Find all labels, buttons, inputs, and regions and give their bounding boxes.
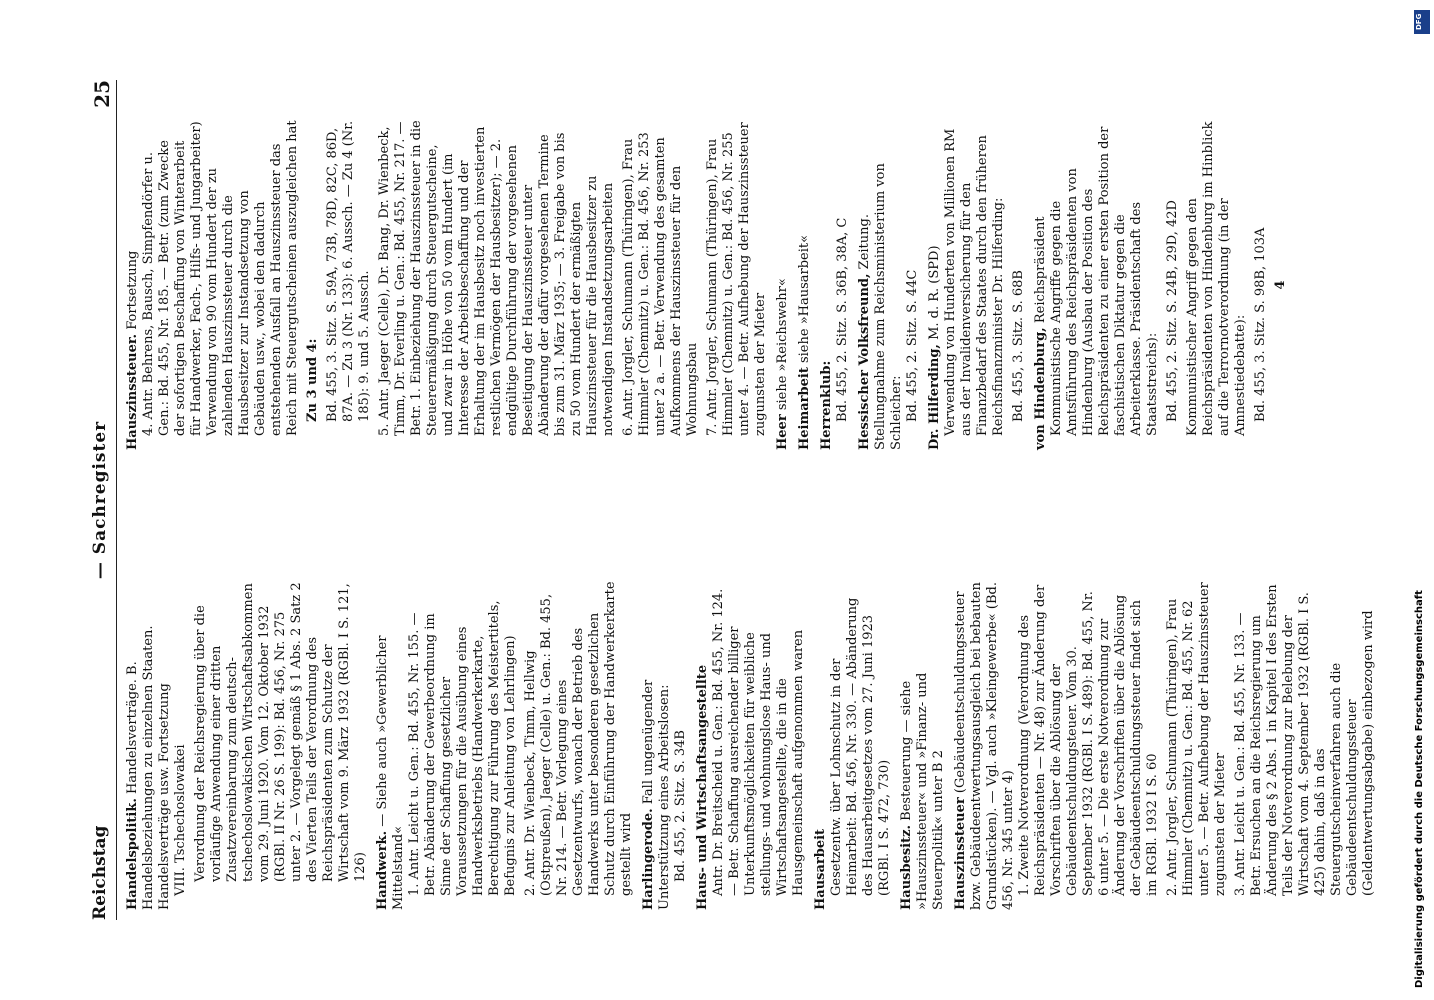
entry-text: Reichspräsident (1033, 216, 1048, 324)
dfg-logo: DFG (1414, 10, 1430, 34)
reference: Bd. 455, 3. Sitz. S. 98B, 103A (1253, 227, 1268, 422)
entry-herrenklub (819, 120, 851, 450)
entry-hilferding (927, 120, 1027, 450)
reference: Bd. 455, 2. Sitz. S. 24B, 29D, 42D (1165, 200, 1180, 422)
subheading: Zu 3 und 4: (305, 338, 320, 422)
entry-handelspolitik (125, 580, 369, 910)
page-header (90, 80, 117, 920)
entry-heer (775, 120, 791, 450)
keyword: Hausarbeit (813, 828, 828, 910)
list-item: 2. Antr. Jorgler, Schumann (Thüringen), Frau Himmler (Chemnitz) u. Gen.: Bd. 455, Nr. 62 unter 5. — Betr. Aufhebung der Hauszinssteuer zugunsten der Mieter (1165, 582, 1228, 896)
entry-text: Kommunistischer Angriff gegen den Reichspräsidenten von Hindenburg im Hinblick auf die Terrornotverordnung (in der Amnestiedebatte): (1185, 121, 1248, 436)
list-item: 7. Antr. Jorgler, Schumann (Thüringen), Frau Himmler (Chemnitz) u. Gen.: Bd. 456, Nr. 255 unter 4. — Betr. Aufhebung der Hauszinssteuer zugunsten der Mieter (705, 122, 768, 436)
keyword: Hauszinssteuer (953, 797, 968, 910)
keyword: Hessischer Volksfreund, (857, 273, 872, 450)
reference: Bd. 455, 2. Sitz. S. 36B, 38A, C (835, 217, 850, 422)
entry-text: Gesetzentw. über Lohnschutz in der Heimarbeit: Bd. 456, Nr. 330. — Abänderung des Hausarbeitgesetzes vom 27. Juni 1923 (RGBl. I S. 472, 730) (829, 597, 892, 896)
list-item: 4. Antr. Behrens, Bausch, Simpfendörfer u. Gen.: Bd. 455, Nr. 185. — Betr. (zum Zwecke der sofortigen Beschaffung von Winterarbeit für Handwerker, Fach-, Hilfs- und Jungarbeiter) Verwendung von 90 vom Hundert der zu zahlenden Hauszinssteuer durch die Hausbesitzer zur Instandsetzung von Gebäuden usw., wobei den dadurch entstehenden Ausfall an Hauszinssteuer das Reich mit Steuergutscheinen auszugleichen hat (141, 120, 300, 436)
reference: Bd. 455, 2. Sitz. S. 34B (673, 730, 688, 882)
keyword: Handwerk. (375, 830, 390, 910)
header-title: — Sachregister (90, 420, 110, 580)
reference: Bd. 455, 3. Sitz. S. 68B (1011, 270, 1026, 422)
right-column (125, 120, 1288, 450)
entry-hauszinssteuer (953, 580, 1377, 910)
funding-note: Digitalisierung gefördert durch die Deutsche Forschungsgemeinschaft (1414, 590, 1425, 988)
list-item: 1. Antr. Leicht u. Gen.: Bd. 455, Nr. 155. — Betr. Abänderung der Gewerbeordnung im Sinne der Schaffung gesetzlicher Voraussetzungen für die Ausübung eines Handwerksbetriebs (Handwerkerkarte, Berechtigung zur Führung des Meistertitels, Befugnis zur Anleitung von Lehrlingen) (407, 600, 518, 896)
entry-heimarbeit (797, 120, 813, 450)
entry-text: Verordnung der Reichsregierung über die vorläufige Anwendung einer dritten Zusatzvereinbarung zum deutsch-tschechoslowakischen Wirtschaftsabkommen vom 29. Juni 1920. Vom 12. Oktober 1932 (RGBl. II Nr. 26 S. 199): Bd. 456, Nr. 275 unter 2. — Vorgelegt gemäß § 1 Abs. 2 Satz 2 des Vierten Teils der Verordnung des Reichspräsidenten zum Schutze der Wirtschaft vom 9. März 1932 (RGBl. I S. 121, 126) (193, 582, 368, 882)
keyword: Herrenklub: (819, 360, 834, 450)
list-item: 6. Antr. Jorgler, Schumann (Thüringen), Frau Himmler (Chemnitz) u. Gen.: Bd. 456, Nr. 253 unter 2 a. — Betr. Verwendung des gesamten Aufkommens der Hauszinssteuer für den Wohnungsbau (621, 132, 700, 436)
entry-text: Besteuerung — siehe »Hauszinssteuer« und »Finanz- und Steuerpolitik« unter B 2 (899, 672, 946, 910)
page-number: 25 (90, 80, 114, 108)
entry-harlingerode (641, 580, 689, 910)
list-item: 1. Zweite Notverordnung (Verordnung des Reichspräsidenten — Nr. 48) zur Änderung der Vorschriften über die Ablösung der Gebäudeentschuldungsteuer. Vom 30. September 1932 (RGBl. I S. 489): Bd. 455, Nr. 6 unter 5. — Die erste Notverordnung zur Änderung der Vorschriften über die Ablösung der Gebäudeentschuldungssteuer findet sich im RGBl. 1932 I S. 60 (1017, 584, 1160, 896)
keyword: Hauszinssteuer. (125, 333, 140, 450)
entry-haus-wirtschaft (695, 580, 807, 910)
reference: Bd. 455, 3. Sitz. S. 59A, 73B, 78D, 82C, 86D, 87A. — Zu 3 (Nr. 133): 6. Aussch. — Zu 4 (Nr. 185): 9. und 5. Aussch. (325, 120, 372, 422)
list-item: 2. Antr. Dr. Wienbeck, Timm, Hellwig (Ostpreußen), Jaeger (Celle) u. Gen.: Bd. 455, Nr. 214. — Betr. Vorlegung eines Gesetzentwurfs, wonach der Betrieb des Handwerks unter besonderen gesetzlichen Schutz durch Einführung der Handwerkerkarte gestellt wird (523, 581, 634, 896)
entry-text: Handelsverträge. B. Handelsbeziehungen zu einzelnen Staaten. Handelsverträge usw. Fortsetzung (125, 625, 172, 910)
keyword: Heer (775, 414, 790, 450)
keyword: Harlingerode. (641, 808, 656, 910)
list-item: 3. Antr. Leicht u. Gen.: Bd. 455, Nr. 133. — Betr. Ersuchen an die Reichsregierung um Änderung des § 2 Abs. 1 in Kapitel I des Ersten Teils der Notverordnung zur Belebung der Wirtschaft vom 4. September 1932 (RGBl. I S. 425) dahin, daß in das Steuergutscheinverfahren auch die Gebäudeentschuldungssteuer (Geldentwertungsabgabe) einbezogen wird (1233, 584, 1376, 896)
keyword: Haus- und Wirtschaftsangestellte (695, 664, 710, 910)
entry-hessischer-volksfreund (857, 120, 921, 450)
entry-text: — Siehe auch »Gewerblicher Mittelstand« (375, 635, 406, 910)
entry-text: siehe »Hausarbeit« (797, 234, 812, 364)
left-column (125, 580, 1376, 910)
entry-hindenburg (1033, 120, 1289, 450)
list-item: 5. Antr. Jaeger (Celle), Dr. Bang, Dr. Wienbeck, Timm, Dr. Everling u. Gen.: Bd. 455, Nr. 217. — Betr. 1. Einbeziehung der Hauszinssteuer in die Steuerermäßigung durch Steuergutscheine, und zwar in Höhe von 50 vom Hundert (im Interesse der Arbeitsbeschaffung und der Erhaltung der im Hausbesitz noch investierten restlichen Vermögen der Hausbesitzer); — 2. endgültige Durchführung der vorgesehenen Beseitigung der Hauszinssteuer unter Abänderung der dafür vorgesehenen Termine bis zum 31. März 1935; — 3. Freigabe von bis zu 50 vom Hundert der ermäßigten Hauszinssteuer für die Hausbesitzer zu notwendigen Instandsetzungsarbeiten (377, 120, 616, 436)
entry-text: Fall ungenügender Unterstützung eines Arbeitslosen: (641, 679, 672, 910)
keyword: Hausbesitz. (899, 824, 914, 910)
entry-text: Antr. Dr. Breitscheid u. Gen.: Bd. 455, Nr. 124. — Betr. Schaffung ausreichender billiger Unterkunftsmöglichkeiten für weibliche stellungs- und wohnungslose Haus- und Wirtschaftsangestellte, die in die Hausgemeinschaft aufgenommen waren (711, 588, 806, 896)
keyword: Dr. Hilferding, (927, 344, 942, 450)
entry-text: siehe »Reichswehr« (775, 278, 790, 411)
entry-hausbesitz (899, 580, 947, 910)
keyword: von Hindenburg, (1033, 327, 1048, 450)
dfg-sidebar (1414, 10, 1432, 990)
entry-text: Kommunistische Angriffe gegen die Amtsführung des Reichspräsidenten von Hindenburg (Ausbau der Position des Reichspräsidenten zu einer ersten Position der faschistischen Diktatur gegen die Arbeiterklasse. Präsidentschaft des Staatsstreichs): (1049, 126, 1160, 436)
keyword: Handelspolitik. (125, 798, 140, 910)
keyword: Heimarbeit (797, 367, 812, 450)
signature-mark: 4 (1273, 280, 1288, 290)
entry-text: (Gebäudeentschuldungssteuer bzw. Gebäudeentwertungsausgleich bei bebauten Grundstücken). — Vgl. auch »Kleingewerbe« (Bd. 456, Nr. 345 unter 4) (953, 582, 1016, 910)
reference: Bd. 455, 2. Sitz. S. 44C (905, 269, 920, 422)
header-left: Reichstag (90, 825, 110, 920)
entry-text: Fortsetzung (125, 250, 140, 330)
entry-text: M. d. R. (SPD) (927, 245, 942, 340)
entry-hauszinssteuer-cont (125, 120, 769, 450)
entry-handwerk (375, 580, 635, 910)
entry-text: Zeitung. Stellungnahme zum Reichsministerium von Schleicher: (857, 163, 904, 450)
entry-text: Verwendung von Hunderten von Millionen RM aus der Invalidenversicherung für den Finanzbedarf des Staates durch den früheren Reichsfinanzminister Dr. Hilferding: (943, 128, 1006, 436)
entry-hausarbeit (813, 580, 893, 910)
subheading: VIII. Tschechoslowakei (173, 744, 188, 896)
